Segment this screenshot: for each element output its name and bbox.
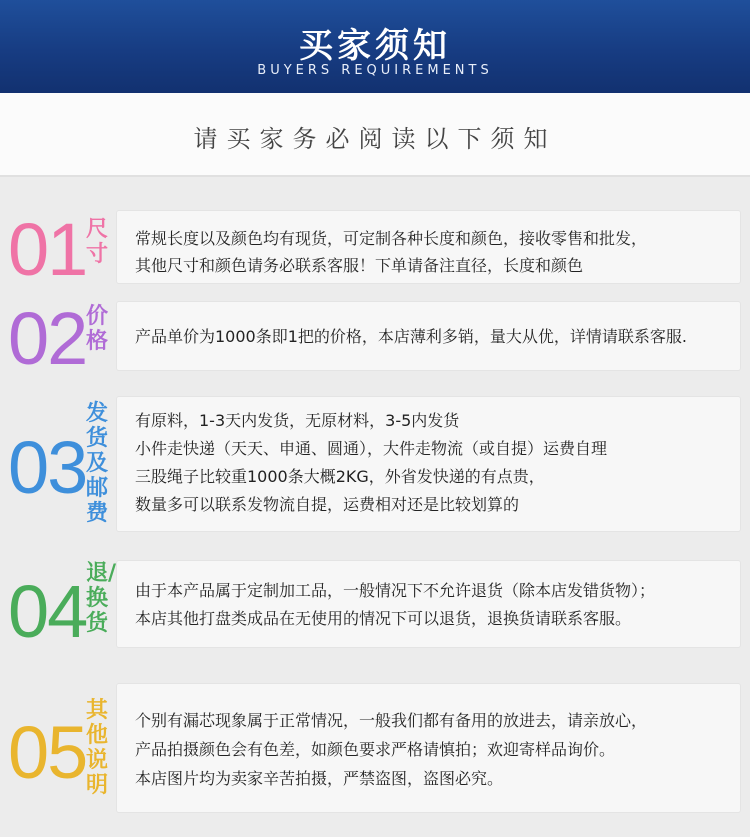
content-line: 常规长度以及颜色均有现货，可定制各种长度和颜色，接收零售和批发，: [135, 229, 648, 248]
section-content: [117, 211, 740, 283]
section-label: 尺寸: [86, 217, 109, 267]
section-number: 05: [8, 711, 87, 794]
section-number: 02: [8, 297, 87, 380]
section-price: [0, 297, 750, 380]
notice-text: 请买家务必阅读以下须知: [193, 125, 557, 153]
content-line: 三股绳子比较重1000条大概2KG，外省发快递的有点贵，: [135, 467, 545, 486]
section-number: 03: [8, 426, 87, 509]
section-other: [0, 680, 750, 820]
content-line: 产品拍摄颜色会有色差，如颜色要求严格请慎拍；欢迎寄样品询价。: [135, 740, 616, 759]
content-line: 有原料，1-3天内发货，无原材料，3-5内发货: [135, 411, 460, 430]
section-number: 04: [8, 570, 87, 653]
section-content: [117, 684, 740, 812]
section-content: [117, 561, 740, 647]
section-label: 价格: [86, 304, 109, 354]
section-label: 其他说明: [86, 698, 109, 798]
section-size: [0, 205, 750, 291]
content-line: 本店其他打盘类成品在无使用的情况下可以退货，退换货请联系客服。: [135, 609, 632, 628]
section-shipping: [0, 395, 750, 535]
header-title: 买家须知: [299, 26, 451, 66]
header-subtitle: BUYERS REQUIREMENTS: [257, 63, 493, 78]
content-line: 小件走快递（天天、申通、圆通），大件走物流（或自提）运费自理: [135, 439, 608, 458]
section-number: 01: [8, 208, 87, 291]
section-label: 发货及邮费: [86, 401, 109, 526]
section-return: [0, 555, 750, 655]
content-line: 本店图片均为卖家辛苦拍摄，严禁盗图，盗图必究。: [135, 769, 504, 788]
content-line: 其他尺寸和颜色请务必联系客服！下单请备注直径，长度和颜色: [135, 256, 584, 275]
notice-bar: [0, 93, 750, 177]
section-label: 退/换货: [86, 561, 117, 636]
header-banner: [0, 0, 750, 93]
section-content: [117, 397, 740, 531]
content-line: 产品单价为1000条即1把的价格，本店薄利多销，量大从优，详情请联系客服.: [135, 327, 687, 346]
content-line: 由于本产品属于定制加工品，一般情况下不允许退货（除本店发错货物）；: [135, 581, 656, 600]
section-content: [117, 302, 740, 370]
content-line: 个别有漏芯现象属于正常情况，一般我们都有备用的放进去，请亲放心，: [135, 711, 648, 730]
content-line: 数量多可以联系发物流自提，运费相对还是比较划算的: [135, 495, 520, 514]
